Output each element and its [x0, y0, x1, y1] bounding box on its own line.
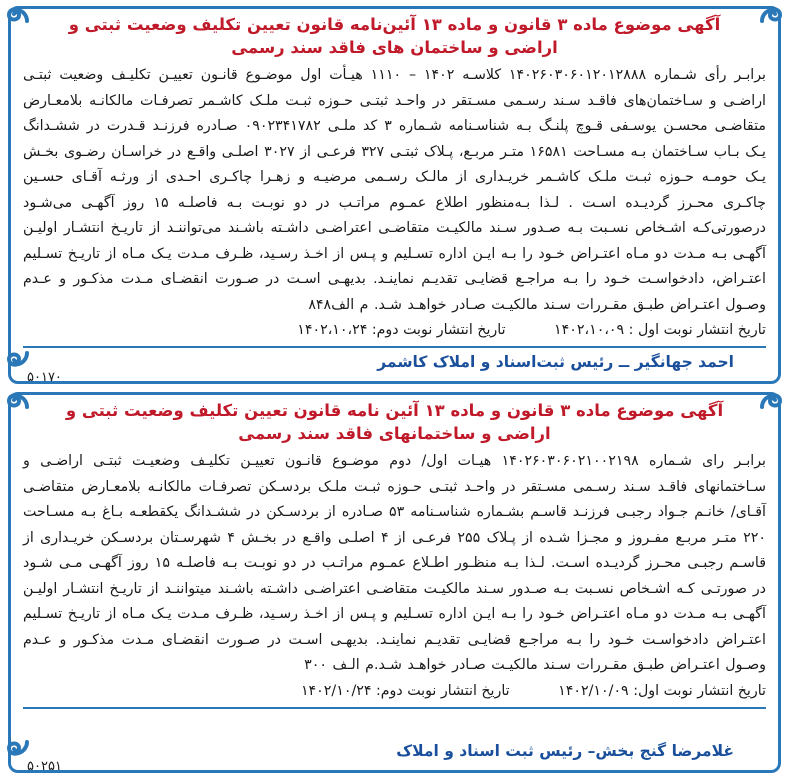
corner-swirl-icon	[758, 389, 784, 411]
first-publish-date: تاریخ انتشار نوبت اول : ۱۴۰۲،۱۰،۰۹	[554, 322, 766, 338]
signature: غلامرضا گنج بخش– رئیس ثبت اسناد و املاک	[396, 742, 734, 760]
corner-swirl-icon	[5, 349, 31, 371]
corner-swirl-icon	[5, 738, 31, 760]
notice-body: برابـر رأی شـماره ۱۴۰۲۶۰۳۰۶۰۱۲۰۱۲۸۸۸ کلاسـه ۱۴۰۲ – ۱۱۱۰ هیـأت اول موضـوع قانـون تعییـن تکلیـف وضعیت ثبتـی اراضـی و سـاختمان‌های فاقـد سـند رسـمی مسـتقر در واحـد ثبتـی حـوزه ثبـت ملـک کاشـمر تصرفـات مالکانـه بلامعـارض متقاضـی محسـن یوسـفی قـوچ پلنـگ بـه شناسـنامه شـماره ۳ کد ملـی ۰۹۰۲۳۴۱۷۸۲ صـادره فرزنـد قـدرت در ششـدانگ یـک بـاب سـاختمان بـه مسـاحت ۱۶۵۸۱ متـر مربـع، پـلاک ثبتـی ۳۲۷ فرعـی از ۳۰۲۷ اصلـی واقـع در خراسـان رضـوی بخـش یـک حومـه حـوزه ثبـت ملـک کاشـمر خریـداری از مالـک رسـمی مرضیـه و زهـرا چاکـری احـدی از ورثـه آقـای حسـین چاکـری محـرز گردیـده اسـت . لـذا بـه‌منظور اطلاع عمـوم مراتـب در دو نوبـت بـه فاصلـه ۱۵ روز آگهـی می‌شـود درصورتی‌کـه اشـخاص نسـبت بـه صـدور سـند مالکیـت متقاضـی اعتراضـی داشـته باشـند می‌تواننـد از تاریـخ انتشـار اولیـن آگهـی بـه مـدت دو مـاه اعتـراض خـود را بـه ایـن اداره تسـلیم و پـس از اخـذ رسـید، ظـرف مـدت یـک مـاه از تاریـخ تسـلیم اعتـراض، دادخواسـت خـود را بـه مراجـع قضایـی تقدیـم نماینـد. بدیهـی اسـت در صـورت انقضـای مـدت مذکـور و عـدم وصـول اعتـراض طبـق مقـررات سـند مالکیـت صـادر خواهـد شـد. م الف۸۴۸	[23, 67, 767, 313]
divider	[23, 707, 766, 709]
notice-title: آگهی موضوع ماده ۳ قانون و ماده ۱۳ آئین نامه قانون تعیین تکلیف وضعیت ثبتی و اراضی و ساختمانهای فاقد سند رسمی	[65, 401, 724, 443]
notice-title: آگهی موضوع ماده ۳ قانون و ماده ۱۳ آئین‌نامه قانون تعیین تکلیف وضعیت ثبتی و اراضی و ساختمان های فاقد سند رسمی	[68, 15, 721, 57]
publish-dates	[23, 318, 766, 342]
corner-swirl-icon	[5, 3, 31, 25]
second-publish-date: تاریخ انتشار نوبت دوم: ۱۴۰۲/۱۰/۲۴	[300, 682, 510, 699]
notice-code: ۵۰۲۵۱	[27, 759, 62, 774]
second-publish-date: تاریخ انتشار نوبت دوم: ۱۴۰۲،۱۰،۲۴	[297, 322, 506, 338]
first-publish-date: تاریخ انتشار نوبت اول: ۱۴۰۲/۱۰/۰۹	[558, 682, 766, 699]
notice-code: ۵۰۱۷۰	[27, 370, 62, 385]
divider	[23, 346, 766, 348]
corner-swirl-icon	[5, 389, 31, 411]
corner-swirl-icon	[758, 3, 784, 25]
signature: احمد جهانگیر ــ رئیس ثبت‌اسناد و املاک کاشمر	[377, 353, 734, 371]
notice-box-2	[8, 392, 781, 773]
notice-box-1	[8, 6, 781, 384]
publish-dates	[23, 679, 766, 703]
notice-body: برابـر رای شـماره ۱۴۰۲۶۰۳۰۶۰۲۱۰۰۲۱۹۸ هیـات اول/ دوم موضـوع قانـون تعییـن تکلیـف وضعیـت ثبتـی اراضـی و سـاختمانهای فاقـد سـند رسـمی مسـتقر در واحـد ثبتـی حـوزه ثبـت ملـک بردسـکن تصرفـات مالکانـه بلامعـارض متقاضـی آقـای/ خانـم جـواد رجبـی فرزنـد قاسـم بشـماره شناسـنامه ۵۳ صـادره از بردسـکن در ششـدانگ یکقطعـه بـاغ بـه مسـاحت ۲۲۰ متـر مربـع مفـروز و مجـزا شـده از پـلاک ۲۵۵ فرعـی از ۴ اصلـی واقـع در بخـش ۴ شهرسـتان بردسـکن خریـداری از قاسـم رجبـی محـرز گردیـده اسـت. لـذا بـه منظـور اطـلاع عمـوم مراتـب در دو نوبـت بـه فاصلـه ۱۵ روز آگهـی مـی شـود در صورتـی کـه اشـخاص نسـبت بـه صـدور سـند مالکیـت متقاضـی اعتراضـی داشـته باشـند میتواننـد از تاریـخ انتشـار اولیـن آگهـی بـه مـدت دو مـاه اعتـراض خـود را بـه ایـن اداره تسـلیم و پـس از اخـذ رسـید، ظـرف مـدت یـک مـاه از تاریـخ تسـلیم اعتـراض دادخواسـت خـود را بـه مراجـع قضایـی تقدیـم نماینـد. بدیهـی اسـت در صـورت انقضـای مـدت مذکـور و عـدم وصـول اعتـراض طبـق مقـررات سـند مالکیـت صـادر خواهـد شـد.م الـف ۳۰۰	[23, 453, 767, 673]
